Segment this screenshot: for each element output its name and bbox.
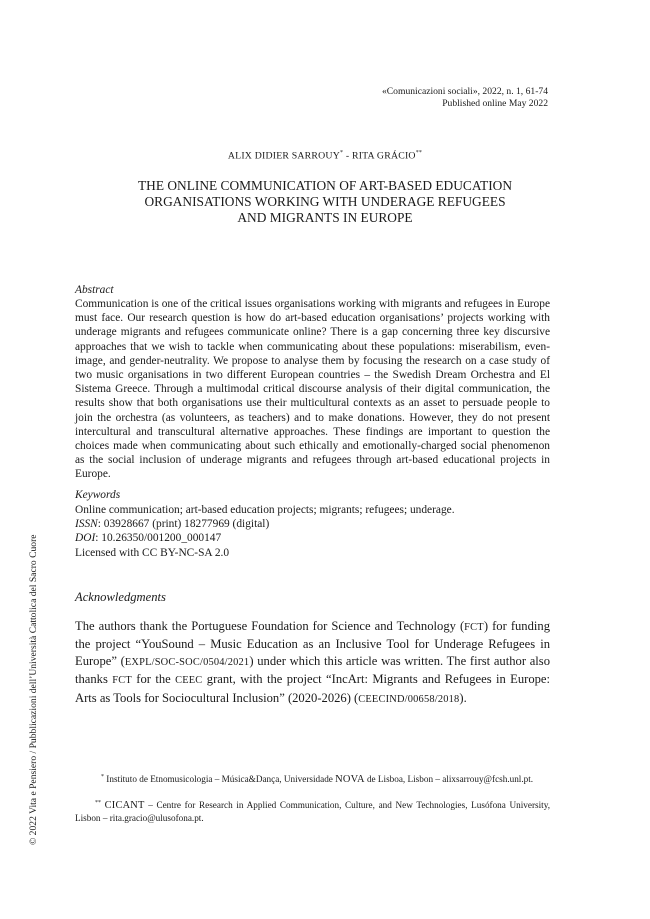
footnote-1 [75,771,550,786]
ack-ceec: CEEC [175,675,203,687]
copyright-sidebar: © 2022 Vita e Pensiero / Pubblicazioni dell’Università Cattolica del Sacro Cuore [28,534,39,845]
footnote-1-nova: NOVA [335,774,365,786]
ack-grant-code-1: EXPL/SOC-SOC/0504/2021 [124,656,250,668]
keywords-heading: Keywords [75,489,121,501]
title-line-2: ORGANISATIONS WORKING WITH UNDERAGE REFUGEES [144,194,506,209]
acknowledgments-heading: Acknowledgments [75,590,166,604]
issn-line [75,517,550,531]
issn-value: : 03928667 (print) 18277969 (digital) [97,518,270,531]
license-line: Licensed with CC BY-NC-SA 2.0 [75,546,230,559]
footnote-2-text-b[interactable]: – Centre for Research in Applied Communication, Culture, and New Technologies, Lusófona University, Lisbon – rita.gracio@ulusofona.pt. [75,800,551,824]
footnote-1-mark: * [101,774,104,780]
doi-label: DOI [75,532,96,545]
author-2: RITA GRÁCIO [351,150,416,162]
doi-line [75,531,550,545]
footnote-2-mark: ** [95,800,101,806]
author-1-footnote-mark[interactable]: * [339,150,344,156]
acknowledgments-text [75,618,550,708]
author-separator: - [343,150,352,162]
ack-part-5: grant, with the project “IncArt: Migrants and Refugees in Europe: Arts as Tools for Sociocultural Inclusion” (2020-2026) ( [75,672,550,705]
author-1: ALIX DIDIER SARROUY [227,150,340,162]
keywords-list: Online communication; art-based education projects; migrants; refugees; underage. [75,504,455,516]
ack-grant-code-2: CEECIND/00658/2018 [358,693,460,705]
ack-part-3: ) under which this article was written. The first author also thanks [75,653,550,687]
footnote-2-cicant: CICANT [104,800,145,812]
article-title [90,178,560,226]
title-line-1: THE ONLINE COMMUNICATION OF ART-BASED EDUCATION [137,178,512,193]
ack-part-1: The authors thank the Portuguese Foundation for Science and Technology ( [75,619,465,633]
ack-fct-1: FCT [464,622,484,633]
footnote-2 [75,797,550,824]
journal-citation [248,86,548,110]
ack-part-4: for the [131,672,176,687]
journal-line: «Comunicazioni sociali», 2022, n. 1, 61-74 [381,86,548,97]
abstract-text: Communication is one of the critical issues organisations working with migrants and refugees in Europe must face. Our research question is how do art-based education organisations’ projects working with underage migrants and refugees communicate online? There is a gap concerning three key discursive approaches that we wish to tackle when communicating about these populations: miserabilism, even-image, and gender-neutrality. We propose to analyse them by focusing the research on a case study of two music organisations in two different European countries – the Swedish Dream Orchestra and El Sistema Greece. Through a multimodal critical discourse analysis of their digital communication, the results show that both organisations use their multicultural contexts as an asset to persuade people to join the orchestra (as volunteers, as teachers) and to make donations. However, they do not present intercultural and transcultural alternative approaches. These findings are important to question the choices made when communicating about such ethically and emotionally-charged social phenomenon as the social inclusion of underage migrants and refugees through art-based educational projects in Europe. [75,298,550,481]
ack-part-6: ). [459,690,467,705]
footnote-1-text-b[interactable]: de Lisboa, Lisbon – alixsarrouy@fcsh.unl.pt. [364,774,534,785]
issn-label: ISSN [75,518,98,531]
doi-value[interactable]: : 10.26350/001200_000147 [95,532,222,545]
authors-line [0,150,650,161]
keywords-section [75,503,550,560]
ack-part-2: ) for funding the project “YouSound – Music Education as an Inclusive Tool for Underage Refugees in Europe” ( [75,619,550,668]
title-line-3: AND MIGRANTS IN EUROPE [237,210,413,225]
published-line: Published online May 2022 [442,98,548,109]
abstract-heading: Abstract [75,284,114,296]
footnote-1-text-a: Instituto de Etnomusicologia – Música&Dança, Universidade [104,774,336,785]
ack-fct-2: FCT [112,675,132,687]
author-2-footnote-mark[interactable]: ** [415,150,423,156]
